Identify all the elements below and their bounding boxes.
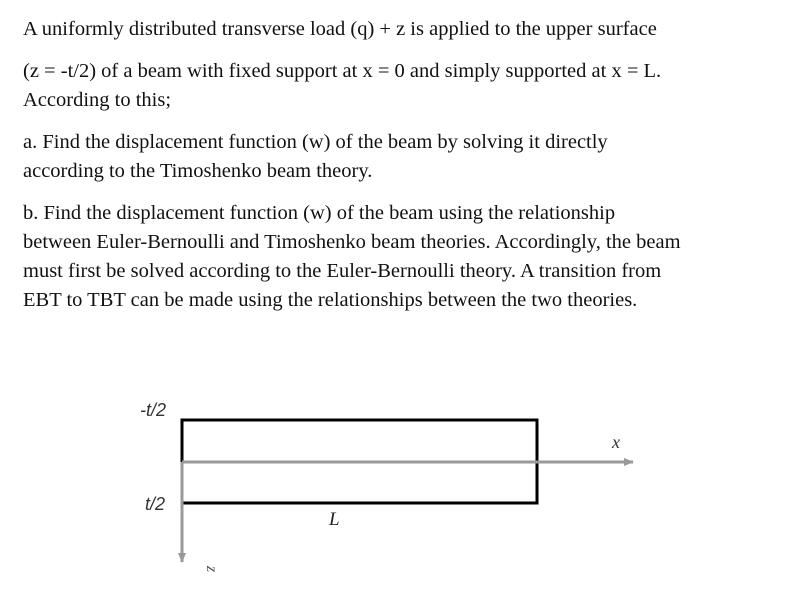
part-b-line-4: EBT to TBT can be made using the relationships between the two theories. xyxy=(23,289,638,311)
beam-rectangle xyxy=(182,420,537,503)
label-top-surface: -t/2 xyxy=(140,400,167,420)
intro-line-3: According to this; xyxy=(23,89,172,111)
part-a xyxy=(23,128,803,186)
part-a-line-1: a. Find the displacement function (w) of the beam by solving it directly xyxy=(23,131,608,153)
part-b-line-3: must first be solved according to the Euler-Bernoulli theory. A transition from xyxy=(23,260,662,282)
part-a-line-2: according to the Timoshenko beam theory. xyxy=(23,160,373,182)
label-x-axis: x xyxy=(612,432,620,452)
intro-line-1: A uniformly distributed transverse load (q) + z is applied to the upper surface xyxy=(23,18,657,40)
label-z-axis: z xyxy=(203,565,221,573)
intro-line-2: (z = -t/2) of a beam with fixed support at x = 0 and simply supported at x = L. xyxy=(23,60,662,82)
problem-intro xyxy=(23,15,803,44)
part-b xyxy=(23,199,803,315)
part-b-line-1: b. Find the displacement function (w) of the beam using the relationship xyxy=(23,202,616,224)
label-beam-length: L xyxy=(329,509,340,530)
part-b-line-2: between Euler-Bernoulli and Timoshenko beam theories. Accordingly, the beam xyxy=(23,231,681,253)
problem-intro-continued xyxy=(23,57,803,115)
label-bottom-surface: t/2 xyxy=(145,494,166,514)
